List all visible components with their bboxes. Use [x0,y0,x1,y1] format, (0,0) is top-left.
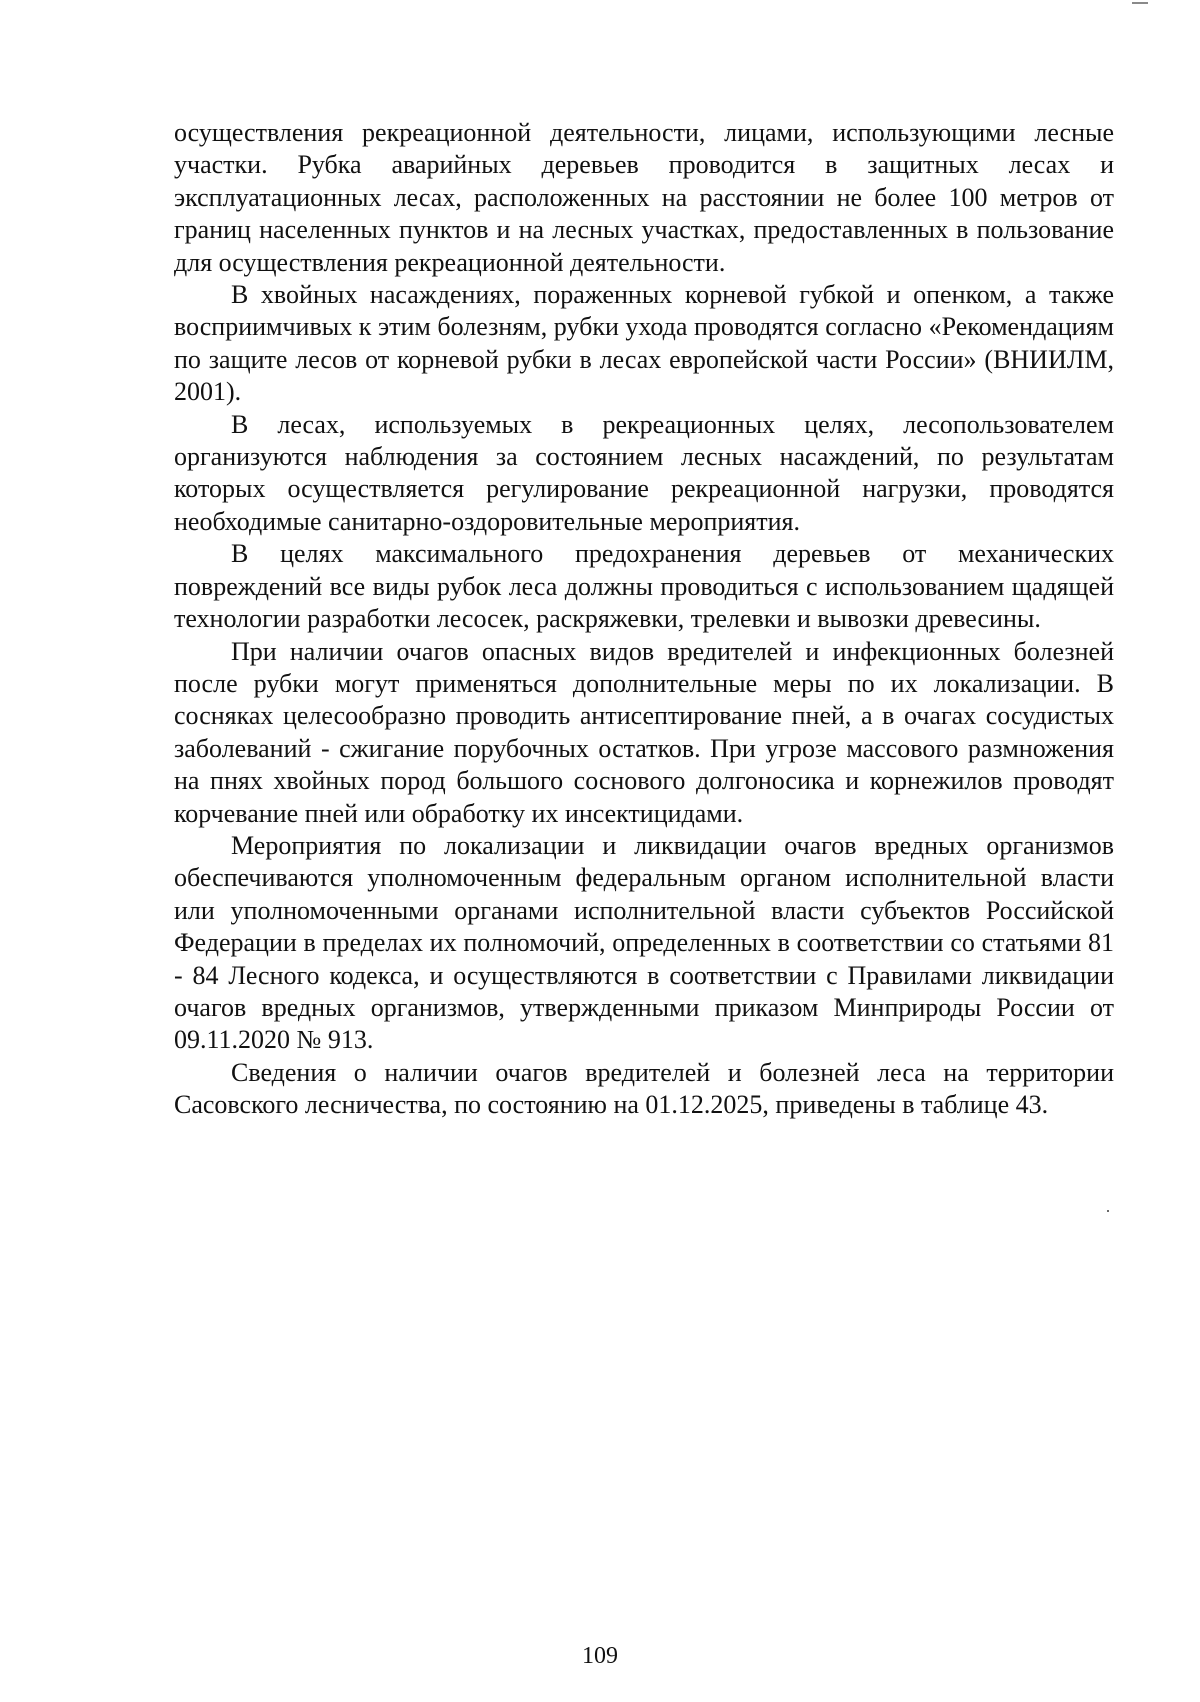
paragraph-root-fungus: В хвойных насаждениях, пораженных корневой губкой и опенком, а также восприимчивых к этим болезням, рубки ухода проводятся согласно «Рекомендациям по защите лесов от корневой рубки в лесах европейской части России» (ВНИИЛМ, 2001). [174,280,1114,407]
paragraph-recreational-forests: В лесах, используемых в рекреационных целях, лесопользователем организуются наблюдения за состоянием лесных насаждений, по результатам которых осуществляется регулирование рекреационной нагрузки, проводятся необходимые санитарно-оздоровительные мероприятия. [174,409,1114,536]
body-text [174,117,1114,1122]
paragraph-table-reference: Сведения о наличии очагов вредителей и болезней леса на территории Сасовского лесничества, по состоянию на 01.12.2025, приведены в таблице 43. [174,1057,1114,1120]
paragraph-liquidation-measures: Мероприятия по локализации и ликвидации очагов вредных организмов обеспечиваются уполномоченным федеральным органом исполнительной власти или уполномоченными органами исполнительной власти субъектов Российской Федерации в пределах их полномочий, определенных в соответствии со статьями 81 - 84 Лесного кодекса, и осуществляются в соответствии с Правилами ликвидации очагов вредных организмов, утвержденными приказом Минприроды России от 09.11.2020 № 913. [174,830,1114,1055]
scan-artifact-dot [1107,1210,1109,1212]
paragraph-continued: осуществления рекреационной деятельности, лицами, использующими лесные участки. Рубка аварийных деревьев проводится в защитных лесах и эксплуатационных лесах, расположенных на расстоянии не более 100 метров от границ населенных пунктов и на лесных участках, предоставленных в пользование для осуществления рекреационной деятельности. [174,118,1114,277]
paragraph-pest-localization: При наличии очагов опасных видов вредителей и инфекционных болезней после рубки могут применяться дополнительные меры по их локализации. В сосняках целесообразно проводить антисептирование пней, а в очагах сосудистых заболеваний - сжигание порубочных остатков. При угрозе массового размножения на пнях хвойных пород большого соснового долгоносика и корнежилов проводят корчевание пней или обработку их инсектицидами. [174,636,1114,828]
page-number: 109 [582,1643,618,1669]
paragraph-damage-prevention: В целях максимального предохранения деревьев от механических повреждений все виды рубок леса должны проводиться с использованием щадящей технологии разработки лесосек, раскряжевки, трелевки и вывозки древесины. [174,539,1114,634]
scan-artifact-mark [1132,2,1148,4]
